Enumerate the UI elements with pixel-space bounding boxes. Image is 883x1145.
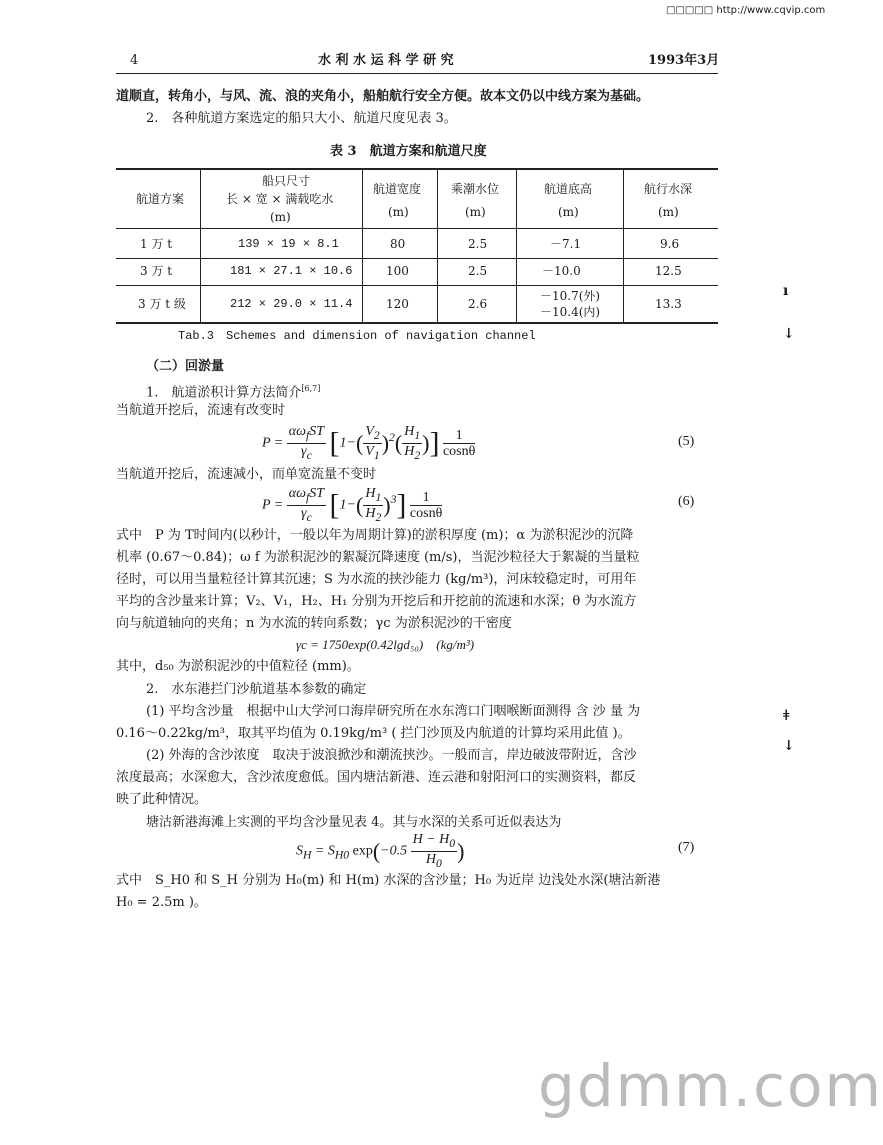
table-col-divider bbox=[200, 170, 201, 322]
table-top-rule bbox=[116, 168, 718, 170]
table-cell: 139 × 19 × 8.1 bbox=[238, 237, 339, 251]
paragraph: 平均的含沙量来计算；V₂、V₁，H₂、H₁ 分别为开挖后和开挖前的流速和水深；θ 为水流方 bbox=[116, 594, 637, 609]
table-header-bottom: 航道底高 bbox=[544, 182, 593, 196]
table-cell: 9.6 bbox=[660, 237, 680, 251]
table-cell: 212 × 29.0 × 11.4 bbox=[230, 297, 353, 311]
table-header-unit: (m) bbox=[465, 205, 486, 219]
table-col-divider bbox=[362, 170, 363, 322]
table-cell: 2.6 bbox=[468, 297, 488, 311]
table-header-ship: 船只尺寸 bbox=[262, 174, 311, 188]
subsection-heading: 1. 航道淤积计算方法简介[6,7] bbox=[146, 384, 321, 401]
table-cell: －10.0 bbox=[542, 264, 581, 278]
table-head-rule bbox=[116, 228, 718, 229]
table-col-divider bbox=[437, 170, 438, 322]
table-cell: 3 万 t bbox=[140, 264, 173, 278]
paragraph: 2. 各种航道方案选定的船只大小、航道尺度见表 3。 bbox=[146, 111, 457, 126]
paragraph: 塘沽新港海滩上实测的平均含沙量见表 4。其与水深的关系可近似表达为 bbox=[146, 815, 562, 830]
equation-6: P = $\frac{\alpha\omega_fST}{\gamma_c}$ [1−( $\frac{H_1}{H_2}$ )$^3$] $\frac{1}{\cos n\theta}$ bbox=[262, 486, 443, 524]
table-cell: －10.7(外) bbox=[540, 289, 601, 303]
paragraph: 机率 (0.67～0.84)；ω f 为淤积泥沙的絮凝沉降速度 (m/s)，当泥沙粒径大于絮凝的当量粒 bbox=[116, 550, 640, 565]
table-cell: 13.3 bbox=[655, 297, 682, 311]
equation-5: P = $\frac{\alpha\omega_fST}{\gamma_c}$ [1−( $\frac{V_2}{V_1}$ )$^2$( $\frac{H_1}{H_2}$ )] $\frac{1}{\cos n\theta}$ bbox=[262, 424, 476, 462]
header-rule bbox=[116, 73, 718, 74]
section-heading: （二）回淤量 bbox=[146, 359, 225, 374]
equation-number: (5) bbox=[678, 434, 695, 449]
equation-number: (7) bbox=[678, 840, 695, 855]
paragraph: 向与航道轴向的夹角；n 为水流的转向系数；γc 为淤积泥沙的干密度 bbox=[116, 616, 512, 631]
table-caption: 表 3 航道方案和航道尺度 bbox=[330, 144, 487, 159]
paragraph: 0.16～0.22kg/m³，取其平均值为 0.19kg/m³ ( 拦门沙顶及内航道的计算均采用此值 )。 bbox=[116, 726, 631, 741]
table-cell: 120 bbox=[386, 297, 409, 311]
page-number: 4 bbox=[130, 53, 139, 68]
table-cell: 181 × 27.1 × 10.6 bbox=[230, 264, 353, 278]
paragraph: 浓度最高；水深愈大，含沙浓度愈低。国内塘沽新港、连云港和射阳河口的实测资料，都反 bbox=[116, 770, 637, 785]
equation-7: $S_H = S_{H0}$ exp(−0.5 $\frac{H - H_0}{H_0}$ ) bbox=[296, 832, 465, 870]
table-col-divider bbox=[516, 170, 517, 322]
table-english-caption: Tab.3 Schemes and dimension of navigation channel bbox=[178, 329, 536, 343]
table-header-ship-unit: (m) bbox=[270, 210, 291, 224]
table-col-divider bbox=[623, 170, 624, 322]
paragraph: 道顺直，转角小，与风、流、浪的夹角小，船舶航行安全方便。故本文仍以中线方案为基础。 bbox=[116, 89, 650, 104]
paragraph: (1) 平均含沙量 根据中山大学河口海岸研究所在水东湾口门咽喉断面测得 含 沙 量 为 bbox=[146, 704, 641, 719]
table-header-depth: 航行水深 bbox=[644, 182, 693, 196]
table-cell: －7.1 bbox=[550, 237, 582, 251]
watermark: gdmm.com bbox=[538, 1052, 883, 1120]
paragraph: H₀ = 2.5m )。 bbox=[116, 895, 207, 910]
table-cell: 3 万 t 级 bbox=[138, 297, 186, 311]
table-header-scheme: 航道方案 bbox=[136, 192, 185, 206]
table-cell: 2.5 bbox=[468, 264, 488, 278]
margin-mark: ǂ bbox=[783, 708, 790, 724]
table-cell: 2.5 bbox=[468, 237, 488, 251]
paragraph: 式中 P 为 T时间内(以秒计，一般以年为周期计算)的淤积厚度 (m)；α 为淤积泥沙的沉降 bbox=[116, 528, 634, 543]
table-header-width: 航道宽度 bbox=[373, 182, 422, 196]
margin-mark: ↓ bbox=[783, 738, 795, 754]
paragraph: 其中，d₅₀ 为淤积泥沙的中值粒径 (mm)。 bbox=[116, 659, 360, 674]
table-cell: －10.4(内) bbox=[540, 305, 601, 319]
paragraph: 当航道开挖后，流速有改变时 bbox=[116, 403, 286, 418]
table-header-unit: (m) bbox=[388, 205, 409, 219]
subsection-heading: 2. 水东港拦门沙航道基本参数的确定 bbox=[146, 682, 367, 697]
table-cell: 12.5 bbox=[655, 264, 682, 278]
paragraph: 式中 S_H0 和 S_H 分别为 H₀(m) 和 H(m) 水深的含沙量；H₀ 为近岸 边浅处水深(塘沽新港 bbox=[116, 873, 661, 888]
table-bottom-rule bbox=[116, 322, 718, 324]
paragraph: (2) 外海的含沙浓度 取决于波浪掀沙和潮流挟沙。一般而言，岸边破波带附近，含沙 bbox=[146, 748, 637, 763]
table-cell: 100 bbox=[386, 264, 409, 278]
table-header-unit: (m) bbox=[658, 205, 679, 219]
table-header-ship-dims: 长 × 宽 × 满载吃水 bbox=[226, 192, 334, 206]
table-cell: 1 万 t bbox=[140, 237, 173, 251]
equation-gamma: γc = 1750exp(0.42lgd₅₀) (kg/m³) bbox=[296, 637, 475, 652]
table-row-rule bbox=[116, 258, 718, 259]
margin-mark: ↓ bbox=[783, 326, 795, 342]
table-header-tide: 乘潮水位 bbox=[451, 182, 500, 196]
paragraph: 映了此种情况。 bbox=[116, 792, 208, 807]
paragraph: 径时，可以用当量粒径计算其沉速；S 为水流的挟沙能力 (kg/m³)，河床较稳定时，可用年 bbox=[116, 572, 637, 587]
equation-number: (6) bbox=[678, 494, 695, 509]
journal-title: 水 利 水 运 科 学 研 究 bbox=[318, 53, 454, 68]
table-row-rule bbox=[116, 285, 718, 286]
source-url: □□□□□ http://www.cqvip.com bbox=[666, 5, 826, 16]
table-header-unit: (m) bbox=[558, 205, 579, 219]
margin-mark: ı bbox=[783, 283, 789, 299]
issue-date: 1993年3月 bbox=[648, 53, 720, 68]
paragraph: 当航道开挖后，流速减小，而单宽流量不变时 bbox=[116, 467, 377, 482]
table-cell: 80 bbox=[390, 237, 406, 251]
